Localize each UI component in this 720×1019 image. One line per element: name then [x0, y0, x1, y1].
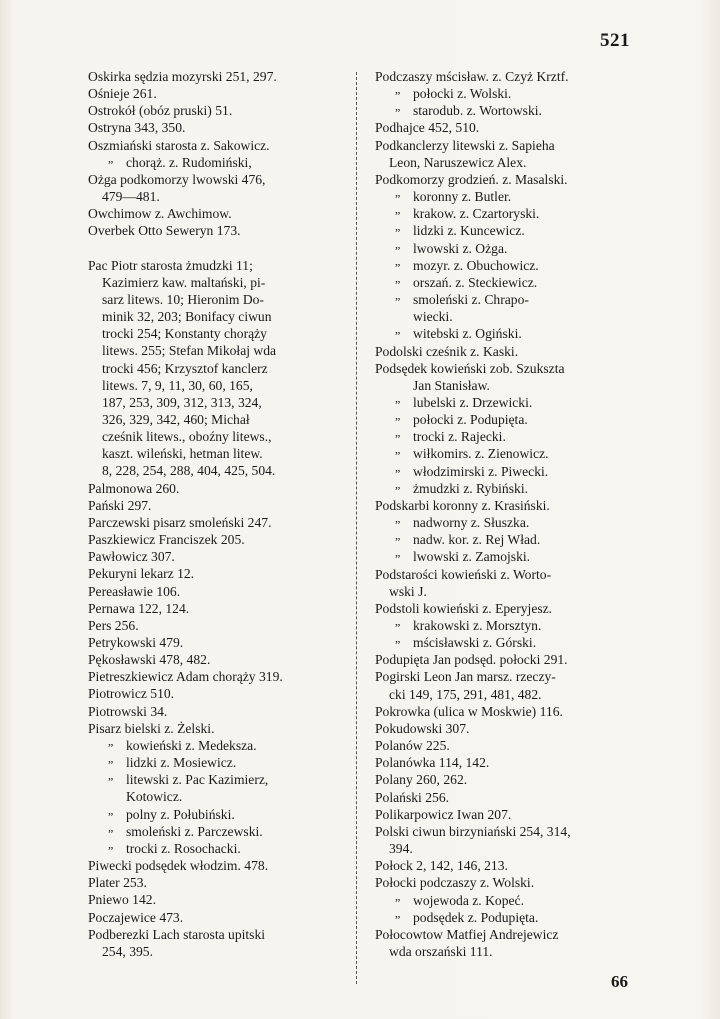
index-entry: Podstarości kowieński z. Worto- [375, 566, 552, 582]
index-entry: Polikarpowicz Iwan 207. [375, 806, 512, 822]
index-entry: Polanówka 114, 142. [375, 755, 490, 771]
index-entry: Pokudowski 307. [375, 720, 470, 736]
index-entry: „ kowieński z. Medeksza. [88, 737, 350, 754]
index-entry: Połocki podczaszy z. Wolski. [375, 875, 535, 891]
index-entry: Pisarz bielski z. Żelski. [88, 720, 215, 736]
index-entry: Podczaszy mścisław. z. Czyż Krztf. [375, 69, 569, 84]
index-entry: wski J. [389, 583, 427, 599]
index-entry: „ wiłkomirs. z. Zienowicz. [375, 445, 637, 462]
index-entry: Jan Stanisław. [413, 377, 490, 393]
index-entry: Pękosławski 478, 482. [88, 652, 211, 668]
index-entry: Overbek Otto Seweryn 173. [88, 223, 241, 239]
index-entry: cki 149, 175, 291, 481, 482. [389, 686, 542, 702]
index-entry: Pokrowka (ulica w Moskwie) 116. [375, 703, 563, 719]
index-entry: trocki 456; Krzysztof kanclerz [102, 360, 268, 376]
index-entry: trocki 254; Konstanty chorąży [102, 326, 267, 342]
signature-number: 66 [611, 972, 628, 991]
index-entry: minik 32, 203; Bonifacy ciwun [102, 309, 272, 325]
index-entry: 479—481. [102, 189, 160, 205]
index-entry: Ostrokół (obóz pruski) 51. [88, 103, 233, 119]
index-entry: „ litewski z. Pac Kazimierz, [88, 771, 350, 788]
index-entry: Podupięta Jan podsęd. połocki 291. [375, 652, 568, 668]
index-entry: Kotowicz. [126, 789, 183, 805]
index-entry: Podkomorzy grodzień. z. Masalski. [375, 171, 568, 187]
index-entry: sarz litews. 10; Hieronim Do- [102, 291, 264, 307]
index-entry: Pietreszkiewicz Adam chorąży 319. [88, 669, 283, 685]
index-entry: cześnik litews., oboźny litews., [102, 429, 272, 445]
index-entry: Podkanclerzy litewski z. Sapieha [375, 137, 555, 153]
index-entry: „ krakowski z. Morsztyn. [375, 617, 637, 634]
index-entry: „ mścisławski z. Górski. [375, 634, 637, 651]
index-entry: Podberezki Lach starosta upitski [88, 926, 266, 942]
index-entry: „ włodzimirski z. Piwecki. [375, 463, 637, 480]
index-entry: „ trocki z. Rosochacki. [88, 840, 350, 857]
index-entry: „ nadw. kor. z. Rej Wład. [375, 531, 637, 548]
index-entry: Owchimow z. Awchimow. [88, 206, 232, 222]
index-entry: Leon, Naruszewicz Alex. [389, 154, 527, 170]
index-entry: Podskarbi koronny z. Krasiński. [375, 497, 550, 513]
index-entry: 394. [389, 841, 413, 857]
index-entry: Podsędek kowieński zob. Szukszta [375, 360, 565, 376]
index-entry: „ połocki z. Wolski. [375, 85, 637, 102]
index-entry: Polany 260, 262. [375, 772, 468, 788]
index-entry: „ połocki z. Podupięta. [375, 411, 637, 428]
index-entry: „ lubelski z. Drzewicki. [375, 394, 637, 411]
index-entry: „ lidzki z. Mosiewicz. [88, 754, 350, 771]
index-entry: „ orszań. z. Steckiewicz. [375, 274, 637, 291]
index-entry: Polański 256. [375, 789, 450, 805]
index-entry: Polski ciwun birzyniański 254, 314, [375, 823, 571, 839]
index-entry: „ żmudzki z. Rybiński. [375, 480, 637, 497]
index-entry: Pers 256. [88, 617, 139, 633]
index-entry: Oszmiański starosta z. Sakowicz. [88, 137, 270, 153]
index-entry: „ podsędek z. Podupięta. [375, 909, 637, 926]
index-entry: „ nadworny z. Słuszka. [375, 514, 637, 531]
index-entry: „ starodub. z. Wortowski. [375, 102, 637, 119]
index-entry: wda orszański 111. [389, 943, 493, 959]
index-entry: Piotrowicz 510. [88, 686, 175, 702]
index-entry: „ krakow. z. Czartoryski. [375, 205, 637, 222]
index-entry: Piwecki podsędek włodzim. 478. [88, 858, 269, 874]
page-number: 521 [600, 30, 630, 51]
index-entry: „ trocki z. Rajecki. [375, 428, 637, 445]
index-entry: Pogirski Leon Jan marsz. rzeczy- [375, 669, 556, 685]
index-entry: Poczajewice 473. [88, 909, 184, 925]
index-entry: Podstoli kowieński z. Eperyjesz. [375, 600, 553, 616]
index-entry: 8, 228, 254, 288, 404, 425, 504. [102, 463, 276, 479]
index-entry: „ smoleński z. Chrapo- [375, 291, 637, 308]
index-entry: „ lwowski z. Zamojski. [375, 548, 637, 565]
index-entry: Pac Piotr starosta żmudzki 11; [88, 257, 253, 273]
index-entry: Pniewo 142. [88, 892, 156, 908]
index-entry: „ lwowski z. Ożga. [375, 240, 637, 257]
index-entry: „ smoleński z. Parczewski. [88, 823, 350, 840]
entry-gap [88, 240, 350, 257]
index-entry: Piotrowski 34. [88, 703, 168, 719]
index-entry: Kazimierz kaw. maltański, pi- [102, 274, 266, 290]
column-divider [356, 72, 357, 984]
index-entry: „ chorąż. z. Rudomiński, [88, 154, 350, 171]
index-entry: Połocowtow Matfiej Andrejewicz [375, 926, 559, 942]
index-entry: „ wojewoda z. Kopeć. [375, 892, 637, 909]
index-entry: 326, 329, 342, 460; Michał [102, 411, 250, 427]
index-entry: Plater 253. [88, 875, 147, 891]
index-entry: Połock 2, 142, 146, 213. [375, 858, 508, 874]
index-entry: Pański 297. [88, 497, 152, 513]
index-entry: Ośnieje 261. [88, 86, 157, 102]
index-entry: „ polny z. Połubiński. [88, 806, 350, 823]
index-entry: Polanów 225. [375, 738, 450, 754]
index-entry: litews. 7, 9, 11, 30, 60, 165, [102, 377, 253, 393]
index-entry: kaszt. wileński, hetman litew. [102, 446, 263, 462]
index-entry: Pekuryni lekarz 12. [88, 566, 195, 582]
index-entry: Podolski cześnik z. Kaski. [375, 343, 519, 359]
index-entry: Podhajce 452, 510. [375, 120, 480, 136]
index-column-right [375, 68, 637, 960]
index-entry: Pernawa 122, 124. [88, 600, 190, 616]
index-entry: 254, 395. [102, 943, 153, 959]
index-entry: Parczewski pisarz smoleński 247. [88, 514, 272, 530]
index-column-left [88, 68, 350, 960]
index-entry: 187, 253, 309, 312, 313, 324, [102, 394, 262, 410]
index-entry: „ witebski z. Ogiński. [375, 325, 637, 342]
index-entry: Petrykowski 479. [88, 635, 184, 650]
index-entry: Oskirka sędzia mozyrski 251, 297. [88, 69, 277, 84]
index-entry: wiecki. [413, 309, 453, 325]
index-entry: litews. 255; Stefan Mikołaj wda [102, 343, 277, 359]
index-entry: Pawłowicz 307. [88, 549, 175, 565]
index-entry: Paszkiewicz Franciszek 205. [88, 532, 245, 548]
index-entry: Palmonowa 260. [88, 480, 180, 496]
index-entry: Ostryna 343, 350. [88, 120, 186, 136]
index-entry: „ mozyr. z. Obuchowicz. [375, 257, 637, 274]
index-entry: „ lidzki z. Kuncewicz. [375, 222, 637, 239]
index-entry: Ożga podkomorzy lwowski 476, [88, 171, 266, 187]
index-entry: Pereasławie 106. [88, 583, 181, 599]
index-entry: „ koronny z. Butler. [375, 188, 637, 205]
